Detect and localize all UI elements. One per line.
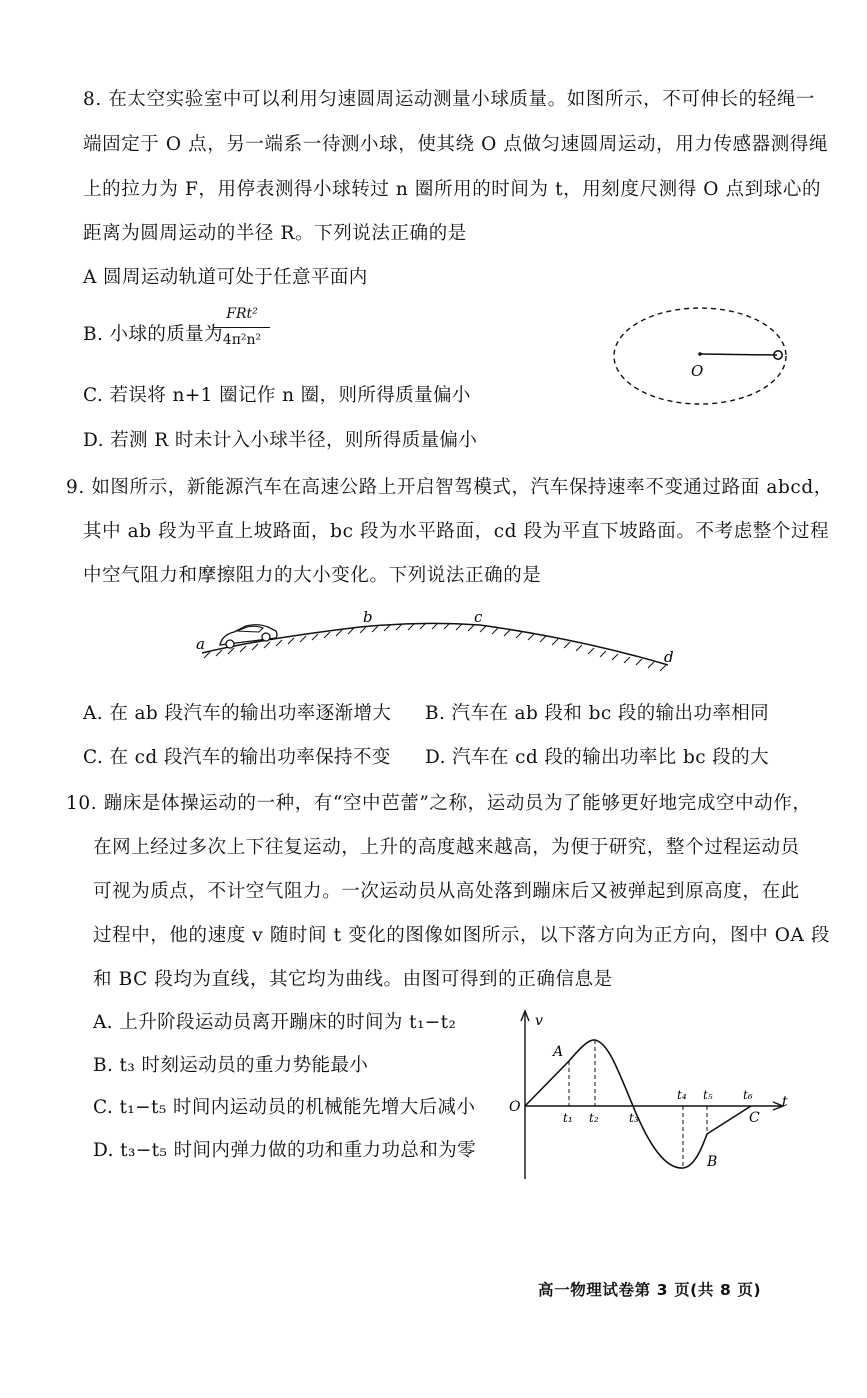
q9-stem-line-2: 其中 ab 段为平直上坡路面，bc 段为水平路面，cd 段为平直下坡路面。不考虑整个过程 [83, 521, 830, 542]
pivot-point [698, 352, 702, 356]
q8-stem-line-1: 8. 在太空实验室中可以利用匀速圆周运动测量小球质量。如图所示，不可伸长的轻绳一 [83, 89, 816, 110]
q8-option-b-denominator: 4π²n² [222, 332, 262, 348]
q8-circular-orbit-figure [605, 296, 795, 436]
point-c-label: C [749, 1110, 760, 1126]
q9-option-a: A. 在 ab 段汽车的输出功率逐渐增大 [83, 703, 392, 724]
car-icon [220, 625, 277, 648]
q8-option-c: C. 若误将 n+1 圈记作 n 圈，则所得质量偏小 [83, 385, 471, 406]
q8-stem-line-3: 上的拉力为 F，用停表测得小球转过 n 圈所用的时间为 t，用刻度尺测得 O 点到球心的 [83, 179, 822, 200]
q10-stem-line-3: 可视为质点，不计空气阻力。一次运动员从高处落到蹦床后又被弹起到原高度，在此 [93, 881, 800, 902]
page-footer: 高一物理试卷第 3 页(共 8 页) [538, 1281, 762, 1299]
axis-t-label: t [782, 1094, 788, 1110]
tick-t4: t₄ [677, 1088, 687, 1102]
point-b-label: B [707, 1154, 718, 1170]
label-a: a [196, 635, 205, 653]
label-d: d [664, 648, 674, 666]
label-c: c [474, 608, 483, 626]
axis-v-label: v [535, 1013, 543, 1029]
q9-option-c: C. 在 cd 段汽车的输出功率保持不变 [83, 747, 391, 768]
q10-stem-line-1: 10. 蹦床是体操运动的一种，有“空中芭蕾”之称，运动员为了能够更好地完成空中动作， [66, 793, 812, 814]
q10-stem-line-4: 过程中，他的速度 v 随时间 t 变化的图像如图所示，以下落方向为正方向，图中 OA 段 [93, 925, 831, 946]
tick-t5: t₅ [703, 1088, 713, 1102]
q9-stem-line-1: 9. 如图所示，新能源汽车在高速公路上开启智驾模式，汽车保持速率不变通过路面 abcd， [66, 477, 833, 498]
q10-stem-line-2: 在网上经过多次上下往复运动，上升的高度越来越高，为便于研究，整个过程运动员 [93, 837, 800, 858]
tick-t2: t₂ [589, 1111, 599, 1125]
tick-t1: t₁ [563, 1111, 573, 1125]
q10-option-b: B. t₃ 时刻运动员的重力势能最小 [93, 1055, 369, 1076]
q8-stem-line-4: 距离为圆周运动的半径 R。下列说法正确的是 [83, 223, 467, 244]
tick-t6: t₆ [743, 1088, 753, 1102]
q9-stem-line-3: 中空气阻力和摩擦阻力的大小变化。下列说法正确的是 [83, 565, 542, 586]
label-b: b [363, 608, 373, 626]
q8-stem-line-2: 端固定于 O 点，另一端系一待测小球，使其绕 O 点做匀速圆周运动，用力传感器测得绳 [83, 134, 829, 155]
q8-fraction-bar [214, 327, 270, 328]
q8-option-b-numerator: FRt² [226, 306, 258, 322]
rope-line [700, 354, 777, 355]
q10-option-a: A. 上升阶段运动员离开蹦床的时间为 t₁−t₂ [93, 1012, 457, 1033]
label-o: O [691, 362, 704, 380]
q9-option-d: D. 汽车在 cd 段的输出功率比 bc 段的大 [425, 747, 769, 768]
origin-label: O [509, 1099, 521, 1115]
point-a-label: A [553, 1044, 564, 1060]
q8-option-a: A 圆周运动轨道可处于任意平面内 [83, 267, 368, 288]
q10-option-c: C. t₁−t₅ 时间内运动员的机械能先增大后减小 [93, 1097, 476, 1118]
q9-road-figure [190, 605, 690, 675]
q10-velocity-time-graph [505, 1005, 795, 1185]
q10-option-d: D. t₃−t₅ 时间内弹力做的功和重力功总和为零 [93, 1140, 477, 1161]
q8-option-d: D. 若测 R 时未计入小球半径，则所得质量偏小 [83, 430, 478, 451]
q10-stem-line-5: 和 BC 段均为直线，其它均为曲线。由图可得到的正确信息是 [93, 969, 613, 990]
q9-option-b: B. 汽车在 ab 段和 bc 段的输出功率相同 [425, 703, 770, 724]
tick-t3: t₃ [629, 1111, 639, 1125]
q8-option-b: B. 小球的质量为 [83, 324, 223, 345]
orbit-ellipse [614, 308, 786, 404]
